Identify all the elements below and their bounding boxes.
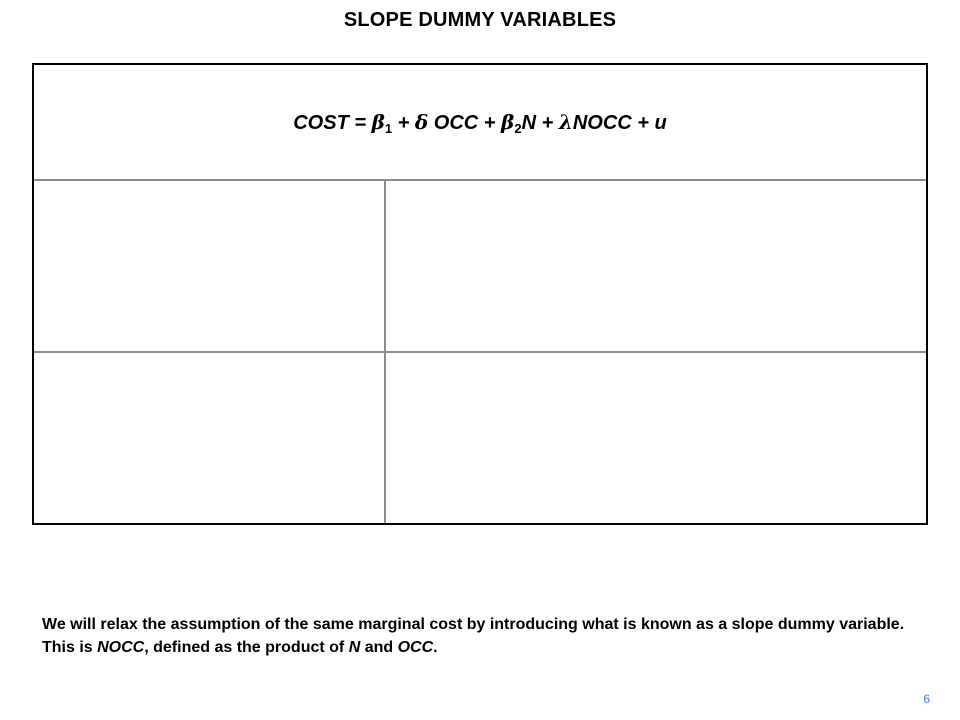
eq-plus-3: + xyxy=(536,111,559,134)
eq-beta1: β xyxy=(371,109,385,134)
eq-equals: = xyxy=(348,111,372,134)
eq-occ: OCC xyxy=(428,111,479,134)
eq-n: N xyxy=(521,111,537,134)
equation-row xyxy=(34,65,926,181)
table-cell-bottom-left xyxy=(34,353,386,523)
caption-text-4: . xyxy=(433,639,438,656)
eq-plus-4: + xyxy=(631,111,655,134)
eq-beta2: β xyxy=(501,109,515,134)
equation-table xyxy=(32,63,928,525)
eq-plus-2: + xyxy=(478,111,502,134)
caption-text-1: We will relax the assumption of the same marginal cost by introducing what is known as a slope dummy variable. This is xyxy=(42,616,905,656)
eq-beta1-subscript: 1 xyxy=(384,120,393,136)
eq-plus-1: + xyxy=(392,111,415,134)
regression-equation xyxy=(293,110,667,135)
slide-title: SLOPE DUMMY VARIABLES xyxy=(343,9,617,31)
eq-lambda: λ xyxy=(558,109,573,134)
caption-text-2: , defined as the product of xyxy=(144,639,349,656)
caption-nocc: NOCC xyxy=(97,639,145,656)
table-cell-middle-left xyxy=(34,181,386,353)
eq-u: u xyxy=(654,111,667,134)
eq-delta: δ xyxy=(414,109,429,134)
page-number: 6 xyxy=(923,692,930,706)
caption-occ: OCC xyxy=(397,639,434,656)
caption-n: N xyxy=(348,639,361,656)
caption-text-3: and xyxy=(360,639,398,656)
eq-nocc: NOCC xyxy=(572,111,632,134)
slide-caption xyxy=(42,613,922,659)
eq-cost: COST xyxy=(293,111,349,134)
table-cell-bottom-right xyxy=(386,353,926,523)
eq-beta2-subscript: 2 xyxy=(514,120,522,136)
table-cell-middle-right xyxy=(386,181,926,353)
